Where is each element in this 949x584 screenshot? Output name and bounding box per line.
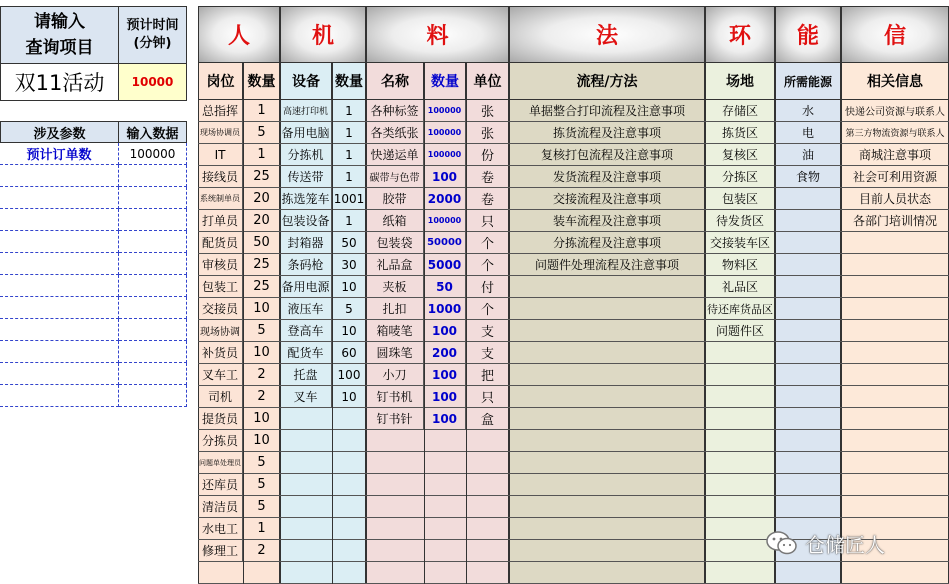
- subheader-info: 相关信息: [841, 63, 949, 100]
- wechat-icon: [765, 529, 799, 557]
- equipment-count-cell: 10: [332, 386, 366, 408]
- empty-row: [775, 408, 841, 430]
- material-name-cell: 箱唛笔: [366, 320, 424, 342]
- post-count-cell: 25: [243, 166, 280, 188]
- equipment-cell: 封箱器: [280, 232, 332, 254]
- material-count-cell: 100000: [424, 122, 466, 144]
- equipment-cell: 备用电脑: [280, 122, 332, 144]
- param-name: [0, 209, 119, 231]
- material-unit-cell: 只: [466, 386, 509, 408]
- param-name: [0, 341, 119, 363]
- equipment-cell: 托盘: [280, 364, 332, 386]
- param-value-input[interactable]: [119, 275, 187, 297]
- param-value-input[interactable]: [119, 209, 187, 231]
- post-count-cell: 10: [243, 408, 280, 430]
- info-cell: 社会可利用资源: [841, 166, 949, 188]
- empty-row: [509, 430, 705, 452]
- subheader-mat_name: 名称: [366, 63, 424, 100]
- empty-row: [509, 408, 705, 430]
- post-cell: 水电工: [198, 518, 243, 540]
- material-name-cell: 各种标签: [366, 100, 424, 122]
- param-value-input[interactable]: [119, 363, 187, 385]
- process-cell: 拣货流程及注意事项: [509, 122, 705, 144]
- watermark-text: 仓储匠人: [805, 532, 885, 557]
- empty-row: [775, 276, 841, 298]
- empty-row: [280, 562, 366, 584]
- process-cell: 装车流程及注意事项: [509, 210, 705, 232]
- material-unit-cell: 卷: [466, 188, 509, 210]
- process-cell: 复核打包流程及注意事项: [509, 144, 705, 166]
- material-name-cell: 胶带: [366, 188, 424, 210]
- equipment-cell: 拣选笼车: [280, 188, 332, 210]
- material-count-cell: 5000: [424, 254, 466, 276]
- query-item-input[interactable]: 双11活动: [0, 64, 119, 101]
- info-cell: 快递公司资源与联系人: [841, 100, 949, 122]
- equipment-cell: 登高车: [280, 320, 332, 342]
- material-count-cell: 100: [424, 364, 466, 386]
- empty-row: [509, 452, 705, 474]
- post-cell: 总指挥: [198, 100, 243, 122]
- subheader-process: 流程/方法: [509, 63, 705, 100]
- material-count-cell: 100: [424, 320, 466, 342]
- empty-row: [841, 254, 949, 276]
- equipment-count-cell: 1001: [332, 188, 366, 210]
- column-divider: [466, 63, 467, 584]
- material-name-cell: 纸箱: [366, 210, 424, 232]
- header-environment: 环: [705, 6, 775, 63]
- material-unit-cell: 个: [466, 298, 509, 320]
- info-cell: 商城注意事项: [841, 144, 949, 166]
- empty-row: [509, 364, 705, 386]
- header-material: 料: [366, 6, 509, 63]
- empty-row: [705, 474, 775, 496]
- param-name: [0, 297, 119, 319]
- empty-row: [280, 408, 366, 430]
- post-count-cell: 5: [243, 474, 280, 496]
- site-cell: 待发货区: [705, 210, 775, 232]
- equipment-count-cell: 1: [332, 100, 366, 122]
- param-row: [0, 165, 187, 187]
- column-divider: [332, 63, 333, 584]
- post-cell: 接线员: [198, 166, 243, 188]
- param-row: [0, 143, 187, 165]
- post-count-cell: 2: [243, 364, 280, 386]
- param-row: [0, 187, 187, 209]
- equipment-count-cell: 10: [332, 320, 366, 342]
- prompt-line2: 查询项目: [25, 38, 94, 58]
- param-value-input[interactable]: [119, 231, 187, 253]
- empty-row: [705, 364, 775, 386]
- site-cell: 复核区: [705, 144, 775, 166]
- empty-row: [775, 210, 841, 232]
- post-cell: 系统制单员: [198, 188, 243, 210]
- material-unit-cell: 付: [466, 276, 509, 298]
- empty-row: [198, 562, 280, 584]
- equipment-cell: 叉车: [280, 386, 332, 408]
- material-name-cell: 圆珠笔: [366, 342, 424, 364]
- empty-row: [509, 474, 705, 496]
- empty-row: [705, 562, 775, 584]
- empty-row: [775, 386, 841, 408]
- empty-row: [705, 386, 775, 408]
- post-cell: 提货员: [198, 408, 243, 430]
- empty-row: [841, 298, 949, 320]
- param-name: [0, 275, 119, 297]
- post-count-cell: 25: [243, 254, 280, 276]
- query-prompt-label: [0, 6, 119, 64]
- energy-cell: 电: [775, 122, 841, 144]
- post-count-cell: 1: [243, 100, 280, 122]
- info-cell: 各部门培训情况: [841, 210, 949, 232]
- empty-row: [705, 496, 775, 518]
- site-cell: 包装区: [705, 188, 775, 210]
- empty-row: [705, 452, 775, 474]
- post-count-cell: 20: [243, 210, 280, 232]
- site-cell: 分拣区: [705, 166, 775, 188]
- empty-row: [366, 540, 509, 562]
- post-count-cell: 5: [243, 320, 280, 342]
- equipment-count-cell: 5: [332, 298, 366, 320]
- post-cell: 分拣员: [198, 430, 243, 452]
- empty-row: [705, 430, 775, 452]
- param-row: [0, 363, 187, 385]
- material-unit-cell: 个: [466, 254, 509, 276]
- process-cell: 发货流程及注意事项: [509, 166, 705, 188]
- param-value-input[interactable]: [119, 385, 187, 407]
- empty-row: [509, 276, 705, 298]
- energy-cell: 油: [775, 144, 841, 166]
- site-cell: 礼品区: [705, 276, 775, 298]
- site-cell: 拣货区: [705, 122, 775, 144]
- post-cell: 司机: [198, 386, 243, 408]
- empty-row: [366, 474, 509, 496]
- header-info: 信: [841, 6, 949, 63]
- site-cell: 存储区: [705, 100, 775, 122]
- material-count-cell: 100000: [424, 100, 466, 122]
- post-count-cell: 2: [243, 540, 280, 562]
- empty-row: [775, 320, 841, 342]
- empty-row: [509, 540, 705, 562]
- empty-row: [280, 518, 366, 540]
- equipment-count-cell: 1: [332, 144, 366, 166]
- subheader-unit: 单位: [466, 63, 509, 100]
- info-cell: 目前人员状态: [841, 188, 949, 210]
- empty-row: [280, 474, 366, 496]
- process-cell: 问题件处理流程及注意事项: [509, 254, 705, 276]
- empty-row: [841, 430, 949, 452]
- est-time-line1: 预计时间: [126, 18, 179, 33]
- equipment-cell: 高速打印机: [280, 100, 332, 122]
- material-count-cell: 1000: [424, 298, 466, 320]
- param-row: [0, 275, 187, 297]
- empty-row: [366, 430, 509, 452]
- post-count-cell: 1: [243, 144, 280, 166]
- process-cell: 交接流程及注意事项: [509, 188, 705, 210]
- material-unit-cell: 张: [466, 122, 509, 144]
- empty-row: [841, 474, 949, 496]
- material-count-cell: 100: [424, 386, 466, 408]
- column-divider: [424, 63, 425, 584]
- header-people: 人: [198, 6, 280, 63]
- param-value-input[interactable]: [119, 187, 187, 209]
- post-cell: 清洁员: [198, 496, 243, 518]
- post-cell: 叉车工: [198, 364, 243, 386]
- empty-row: [509, 320, 705, 342]
- empty-row: [366, 496, 509, 518]
- post-count-cell: 1: [243, 518, 280, 540]
- material-name-cell: 包装袋: [366, 232, 424, 254]
- post-cell: 包装工: [198, 276, 243, 298]
- empty-row: [775, 430, 841, 452]
- param-value-input[interactable]: [119, 319, 187, 341]
- param-name: [0, 319, 119, 341]
- empty-row: [775, 298, 841, 320]
- param-name: [0, 187, 119, 209]
- param-name: 预计订单数: [0, 143, 119, 165]
- post-count-cell: 10: [243, 430, 280, 452]
- empty-row: [841, 452, 949, 474]
- subheader-mat_count: 数量: [424, 63, 466, 100]
- empty-row: [705, 342, 775, 364]
- empty-row: [775, 342, 841, 364]
- equipment-cell: 液压车: [280, 298, 332, 320]
- info-cell: 第三方物流资源与联系人: [841, 122, 949, 144]
- material-name-cell: 碳带与色带: [366, 166, 424, 188]
- equipment-cell: 备用电源: [280, 276, 332, 298]
- param-name: [0, 385, 119, 407]
- equipment-cell: 配货车: [280, 342, 332, 364]
- empty-row: [775, 188, 841, 210]
- material-unit-cell: 只: [466, 210, 509, 232]
- material-name-cell: 快递运单: [366, 144, 424, 166]
- empty-row: [280, 430, 366, 452]
- empty-row: [366, 452, 509, 474]
- material-name-cell: 各类纸张: [366, 122, 424, 144]
- subheader-count: 数量: [243, 63, 280, 100]
- equipment-count-cell: 100: [332, 364, 366, 386]
- param-header: 涉及参数: [0, 121, 119, 143]
- site-cell: 物料区: [705, 254, 775, 276]
- material-unit-cell: 张: [466, 100, 509, 122]
- subheader-energy: 所需能源: [775, 63, 841, 100]
- material-count-cell: 100000: [424, 144, 466, 166]
- empty-row: [366, 518, 509, 540]
- prompt-line1: 请输入: [34, 12, 85, 32]
- empty-row: [366, 562, 509, 584]
- param-row: [0, 231, 187, 253]
- empty-row: [775, 474, 841, 496]
- energy-cell: 食物: [775, 166, 841, 188]
- equipment-cell: 传送带: [280, 166, 332, 188]
- param-row: [0, 253, 187, 275]
- material-unit-cell: 份: [466, 144, 509, 166]
- empty-row: [280, 540, 366, 562]
- material-name-cell: 夹板: [366, 276, 424, 298]
- equipment-count-cell: 60: [332, 342, 366, 364]
- param-name: [0, 231, 119, 253]
- empty-row: [841, 232, 949, 254]
- empty-row: [841, 320, 949, 342]
- material-unit-cell: 卷: [466, 166, 509, 188]
- equipment-count-cell: 30: [332, 254, 366, 276]
- post-cell: 还库员: [198, 474, 243, 496]
- input-data-header: 输入数据: [119, 121, 187, 143]
- empty-row: [841, 276, 949, 298]
- empty-row: [775, 232, 841, 254]
- estimated-time-label: [119, 6, 187, 64]
- param-name: [0, 363, 119, 385]
- post-cell: 补货员: [198, 342, 243, 364]
- material-count-cell: 50: [424, 276, 466, 298]
- post-cell: 打单员: [198, 210, 243, 232]
- subheader-equipment: 设备: [280, 63, 332, 100]
- site-cell: 问题件区: [705, 320, 775, 342]
- empty-row: [775, 562, 841, 584]
- post-count-cell: 25: [243, 276, 280, 298]
- empty-row: [775, 452, 841, 474]
- post-cell: 配货员: [198, 232, 243, 254]
- empty-row: [841, 342, 949, 364]
- param-row: [0, 297, 187, 319]
- subheader-eq_count: 数量: [332, 63, 366, 100]
- empty-row: [841, 562, 949, 584]
- post-count-cell: 20: [243, 188, 280, 210]
- param-value-input[interactable]: [119, 253, 187, 275]
- param-name: [0, 165, 119, 187]
- empty-row: [841, 364, 949, 386]
- post-count-cell: 2: [243, 386, 280, 408]
- empty-row: [775, 364, 841, 386]
- estimated-time-value: 10000: [119, 64, 187, 101]
- header-machine: 机: [280, 6, 366, 63]
- post-count-cell: 50: [243, 232, 280, 254]
- empty-row: [509, 496, 705, 518]
- param-row: [0, 341, 187, 363]
- post-count-cell: 10: [243, 298, 280, 320]
- material-count-cell: 2000: [424, 188, 466, 210]
- empty-row: [280, 452, 366, 474]
- site-cell: 待还库货品区: [705, 298, 775, 320]
- post-count-cell: 5: [243, 122, 280, 144]
- material-name-cell: 钉书机: [366, 386, 424, 408]
- material-unit-cell: 把: [466, 364, 509, 386]
- empty-row: [509, 386, 705, 408]
- param-row: [0, 209, 187, 231]
- empty-row: [775, 496, 841, 518]
- empty-row: [509, 562, 705, 584]
- empty-row: [775, 254, 841, 276]
- equipment-count-cell: 10: [332, 276, 366, 298]
- post-cell: 修理工: [198, 540, 243, 562]
- empty-row: [509, 518, 705, 540]
- empty-row: [705, 408, 775, 430]
- equipment-count-cell: 1: [332, 210, 366, 232]
- post-cell: 审核员: [198, 254, 243, 276]
- material-unit-cell: 个: [466, 232, 509, 254]
- material-count-cell: 200: [424, 342, 466, 364]
- post-count-cell: 5: [243, 452, 280, 474]
- empty-row: [280, 496, 366, 518]
- post-cell: 现场协调员: [198, 122, 243, 144]
- material-name-cell: 钉书针: [366, 408, 424, 430]
- equipment-cell: 分拣机: [280, 144, 332, 166]
- material-unit-cell: 盒: [466, 408, 509, 430]
- material-name-cell: 礼品盒: [366, 254, 424, 276]
- empty-row: [841, 496, 949, 518]
- post-cell: IT: [198, 144, 243, 166]
- param-name: [0, 253, 119, 275]
- column-divider: [243, 63, 244, 584]
- equipment-count-cell: 50: [332, 232, 366, 254]
- header-energy: 能: [775, 6, 841, 63]
- equipment-cell: 包装设备: [280, 210, 332, 232]
- post-cell: 交接员: [198, 298, 243, 320]
- equipment-count-cell: 1: [332, 122, 366, 144]
- process-cell: 分拣流程及注意事项: [509, 232, 705, 254]
- subheader-post: 岗位: [198, 63, 243, 100]
- est-time-line2: (分钟): [133, 36, 172, 51]
- param-row: [0, 385, 187, 407]
- energy-cell: 水: [775, 100, 841, 122]
- equipment-count-cell: 1: [332, 166, 366, 188]
- material-count-cell: 100: [424, 166, 466, 188]
- post-count-cell: 5: [243, 496, 280, 518]
- empty-row: [841, 408, 949, 430]
- post-cell: 现场协调: [198, 320, 243, 342]
- watermark: [765, 526, 945, 560]
- param-row: [0, 319, 187, 341]
- process-cell: 单据整合打印流程及注意事项: [509, 100, 705, 122]
- empty-row: [509, 298, 705, 320]
- material-unit-cell: 支: [466, 320, 509, 342]
- post-cell: 问题单处理员: [198, 452, 243, 474]
- analysis-table: [198, 6, 949, 584]
- material-count-cell: 100: [424, 408, 466, 430]
- material-name-cell: 扎扣: [366, 298, 424, 320]
- post-count-cell: 10: [243, 342, 280, 364]
- param-value-input[interactable]: [119, 165, 187, 187]
- param-value-input[interactable]: [119, 341, 187, 363]
- empty-row: [841, 386, 949, 408]
- empty-row: [509, 342, 705, 364]
- material-name-cell: 小刀: [366, 364, 424, 386]
- param-value-input[interactable]: 100000: [119, 143, 187, 165]
- site-cell: 交接装车区: [705, 232, 775, 254]
- material-unit-cell: 支: [466, 342, 509, 364]
- header-method: 法: [509, 6, 705, 63]
- equipment-cell: 条码枪: [280, 254, 332, 276]
- param-value-input[interactable]: [119, 297, 187, 319]
- material-count-cell: 100000: [424, 210, 466, 232]
- material-count-cell: 50000: [424, 232, 466, 254]
- subheader-site: 场地: [705, 63, 775, 100]
